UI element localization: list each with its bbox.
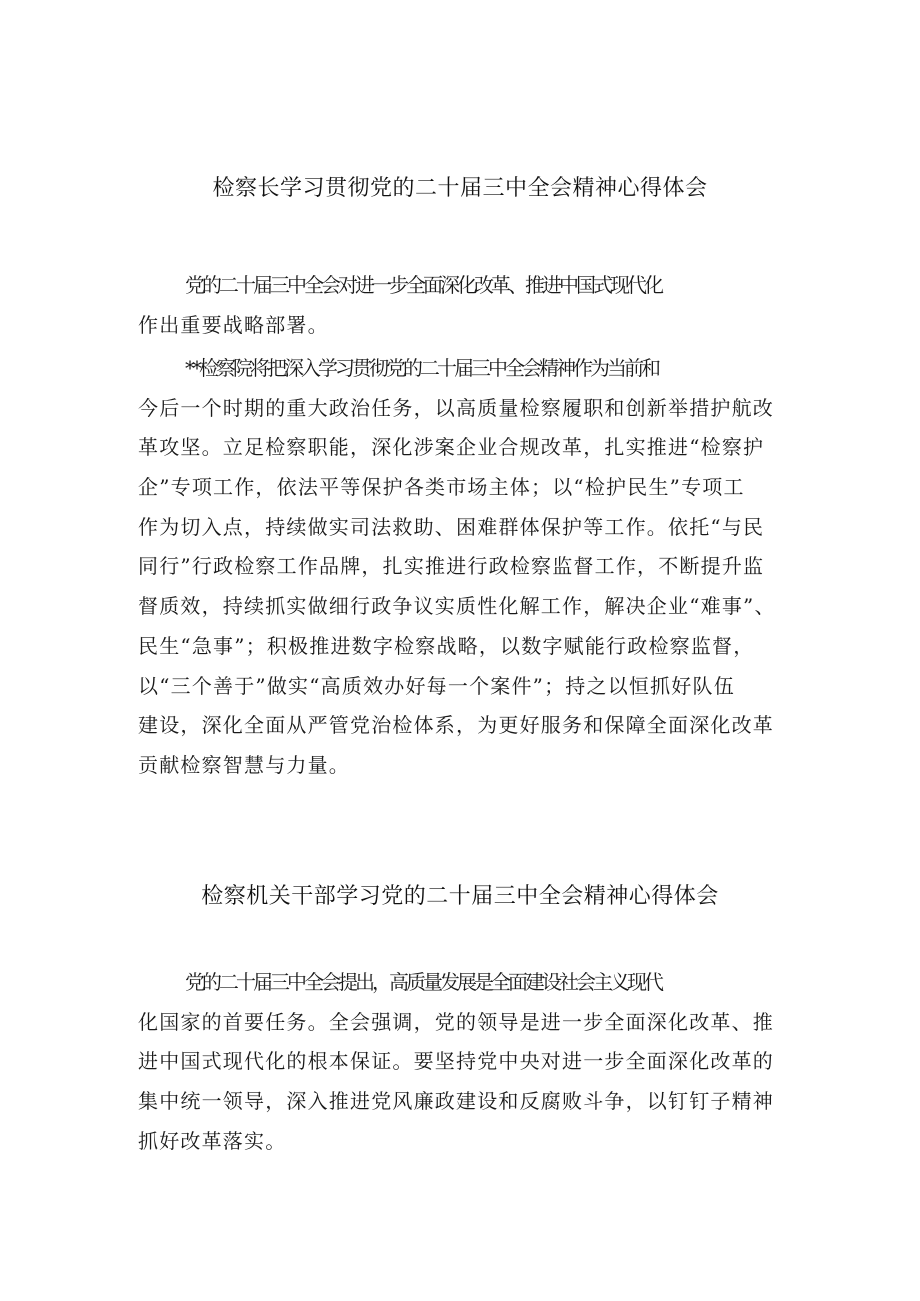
paragraph-line: 贡献检察智慧与力量。 (138, 752, 350, 777)
paragraph (138, 266, 794, 345)
paragraph-line: 进中国式现代化的根本保证。要坚持党中央对进一步全面深化改革的 (138, 1049, 774, 1074)
paragraph (138, 963, 794, 1161)
paragraph-line: 化国家的首要任务。全会强调，党的领导是进一步全面深化改革、推 (138, 1009, 774, 1034)
paragraph-line: 建设，深化全面从严管党治检体系，为更好服务和保障全面深化改革 (138, 713, 774, 738)
paragraph-line: 今后一个时期的重大政治任务，以高质量检察履职和创新举措护航改 (138, 395, 774, 420)
paragraph-line: 作为切入点，持续做实司法救助、困难群体保护等工作。依托“与民 (138, 514, 765, 539)
paragraph-line: 党的二十届三中全会提出，高质量发展是全面建设社会主义现代 (185, 970, 661, 994)
section-title: 检察长学习贯彻党的二十届三中全会精神心得体会 (212, 176, 708, 201)
paragraph (138, 349, 794, 786)
paragraph-line: 民生“急事”；积极推进数字检察战略，以数字赋能行政检察监督， (138, 633, 755, 658)
paragraph-line: 抓好改革落实。 (138, 1128, 287, 1153)
paragraph-line: **检察院将把深入学习贯彻党的二十届三中全会精神作为当前和 (185, 356, 658, 380)
paragraph-line: 督质效，持续抓实做细行政争议实质性化解工作，解决企业“难事”、 (138, 594, 776, 619)
paragraph-line: 集中统一领导，深入推进党风廉政建设和反腐败斗争，以钉钉子精神 (138, 1089, 774, 1114)
section-title: 检察机关干部学习党的二十届三中全会精神心得体会 (201, 884, 719, 909)
paragraph-line: 以“三个善于”做实“高质效办好每一个案件”；持之以恒抓好队伍 (138, 673, 735, 698)
paragraph-line: 企”专项工作，依法平等保护各类市场主体；以“检护民生”专项工 (138, 475, 745, 500)
paragraph-line: 革攻坚。立足检察职能，深化涉案企业合规改革，扎实推进“检察护 (138, 435, 765, 460)
paragraph-line: 作出重要战略部署。 (138, 312, 329, 337)
paragraph-line: 同行”行政检察工作品牌，扎实推进行政检察监督工作，不断提升监 (138, 554, 765, 579)
paragraph-line: 党的二十届三中全会对进一步全面深化改革、推进中国式现代化 (185, 273, 661, 297)
